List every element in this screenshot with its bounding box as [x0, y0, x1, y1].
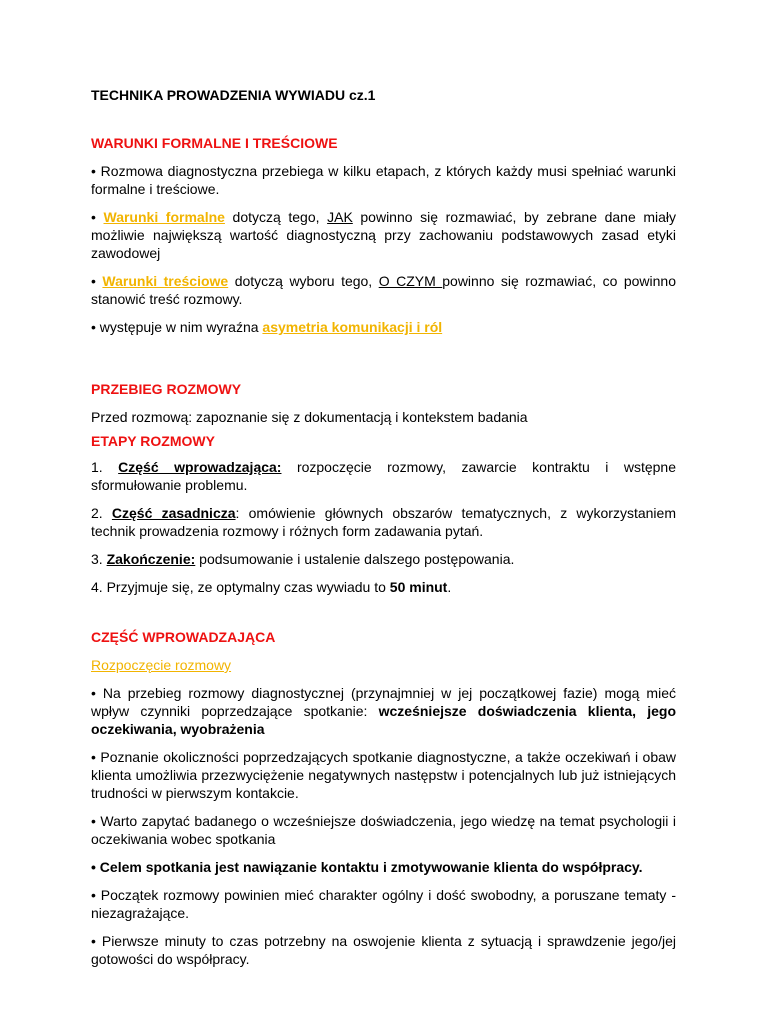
text-fragment: • występuje w nim wyraźna: [91, 319, 263, 335]
stage-number: 3.: [91, 551, 107, 567]
paragraph-formal-conditions: [91, 208, 676, 262]
paragraph-first-minutes: • Pierwsze minuty to czas potrzebny na oswojenie klienta z sytuacją i sprawdzenie jego/jej gotowości do współpracy.: [91, 933, 676, 967]
stage-term: Część zasadnicza: [111, 505, 236, 521]
section-heading-conditions: WARUNKI FORMALNE I TREŚCIOWE: [91, 135, 338, 151]
text-fragment: powinno się rozmawiać, by zebrane dane miały możliwie największą wartość diagnostyczną przy zachowaniu podstawowych zasad etyki zawodowej: [91, 209, 676, 261]
section-subheading-stages: ETAPY ROZMOWY: [91, 433, 215, 449]
stage-item-duration: [91, 578, 676, 596]
keyword-jak: JAK: [327, 209, 353, 225]
term-formal-conditions: Warunki formalne: [103, 209, 225, 225]
term-asymmetry: asymetria komunikacji i ról: [262, 319, 443, 335]
paragraph-conditions-intro: • Rozmowa diagnostyczna przebiega w kilku etapach, z których każdy musi spełniać warunki formalne i treściowe.: [91, 163, 676, 197]
term-content-conditions: Warunki treściowe: [102, 273, 229, 289]
section-heading-course: PRZEBIEG ROZMOWY: [91, 381, 242, 397]
text-fragment: dotyczą wyboru tego,: [228, 273, 379, 289]
stage-item: [91, 458, 676, 494]
paragraph-content-conditions: [91, 272, 676, 308]
stage-item: [91, 504, 676, 540]
stage-item: [91, 550, 676, 568]
duration-value: 50 minut: [389, 579, 448, 595]
subheading-conversation-start: Rozpoczęcie rozmowy: [91, 657, 232, 673]
section-heading-introductory-part: CZĘŚĆ WPROWADZAJĄCA: [91, 629, 276, 645]
text-fragment: powinno się rozmawiać, co powinno stanowić treść rozmowy.: [91, 273, 677, 307]
stage-text: podsumowanie i ustalenie dalszego postępowania.: [195, 551, 515, 567]
paragraph-prior-factors: [91, 684, 676, 738]
text-fragment: • Na przebieg rozmowy diagnostycznej (przynajmniej w jej początkowej fazie) mogą mieć wpływ czynniki poprzedzające spotkanie:: [91, 685, 676, 719]
paragraph-asymmetry: [91, 318, 676, 336]
paragraph-meeting-goal: • Celem spotkania jest nawiązanie kontaktu i zmotywowanie klienta do współpracy.: [91, 859, 643, 875]
stage-term: Część wprowadzająca:: [118, 459, 282, 475]
stage-text: rozpoczęcie rozmowy, zawarcie kontraktu i wstępne sformułowanie problemu.: [91, 459, 676, 493]
paragraph-before-interview: Przed rozmową: zapoznanie się z dokumentacją i kontekstem badania: [91, 409, 528, 425]
emphasis-prior-experience: wcześniejsze doświadczenia klienta, jego oczekiwania, wyobrażenia: [91, 703, 677, 737]
paragraph-opening-character: • Początek rozmowy powinien mieć charakter ogólny i dość swobodny, a poruszane tematy - niezagrażające.: [91, 887, 676, 921]
paragraph-circumstances: • Poznanie okoliczności poprzedzających spotkanie diagnostyczne, a także oczekiwań i obaw klienta umożliwia przezwyciężenie negatywnych następstw i potencjalnych lub już istniejących trudności w pierwszym kontakcie.: [91, 749, 676, 801]
stage-number: 2.: [91, 505, 112, 521]
stage-term: Zakończenie:: [106, 551, 196, 567]
text-fragment: .: [447, 579, 452, 595]
keyword-o-czym: O CZYM: [378, 273, 443, 289]
stage-text: : omówienie głównych obszarów tematycznych, z wykorzystaniem technik prowadzenia rozmowy i różnych form zadawania pytań.: [91, 505, 676, 539]
text-fragment: dotyczą tego,: [224, 209, 328, 225]
document-title: TECHNIKA PROWADZENIA WYWIADU cz.1: [91, 87, 376, 103]
text-fragment: 4. Przyjmuje się, ze optymalny czas wywiadu to: [91, 579, 390, 595]
bullet: •: [91, 209, 104, 225]
bullet: •: [91, 273, 103, 289]
paragraph-ask-experience: • Warto zapytać badanego o wcześniejsze doświadczenia, jego wiedzę na temat psychologii i oczekiwania wobec spotkania: [91, 813, 676, 847]
stage-number: 1.: [91, 459, 119, 475]
